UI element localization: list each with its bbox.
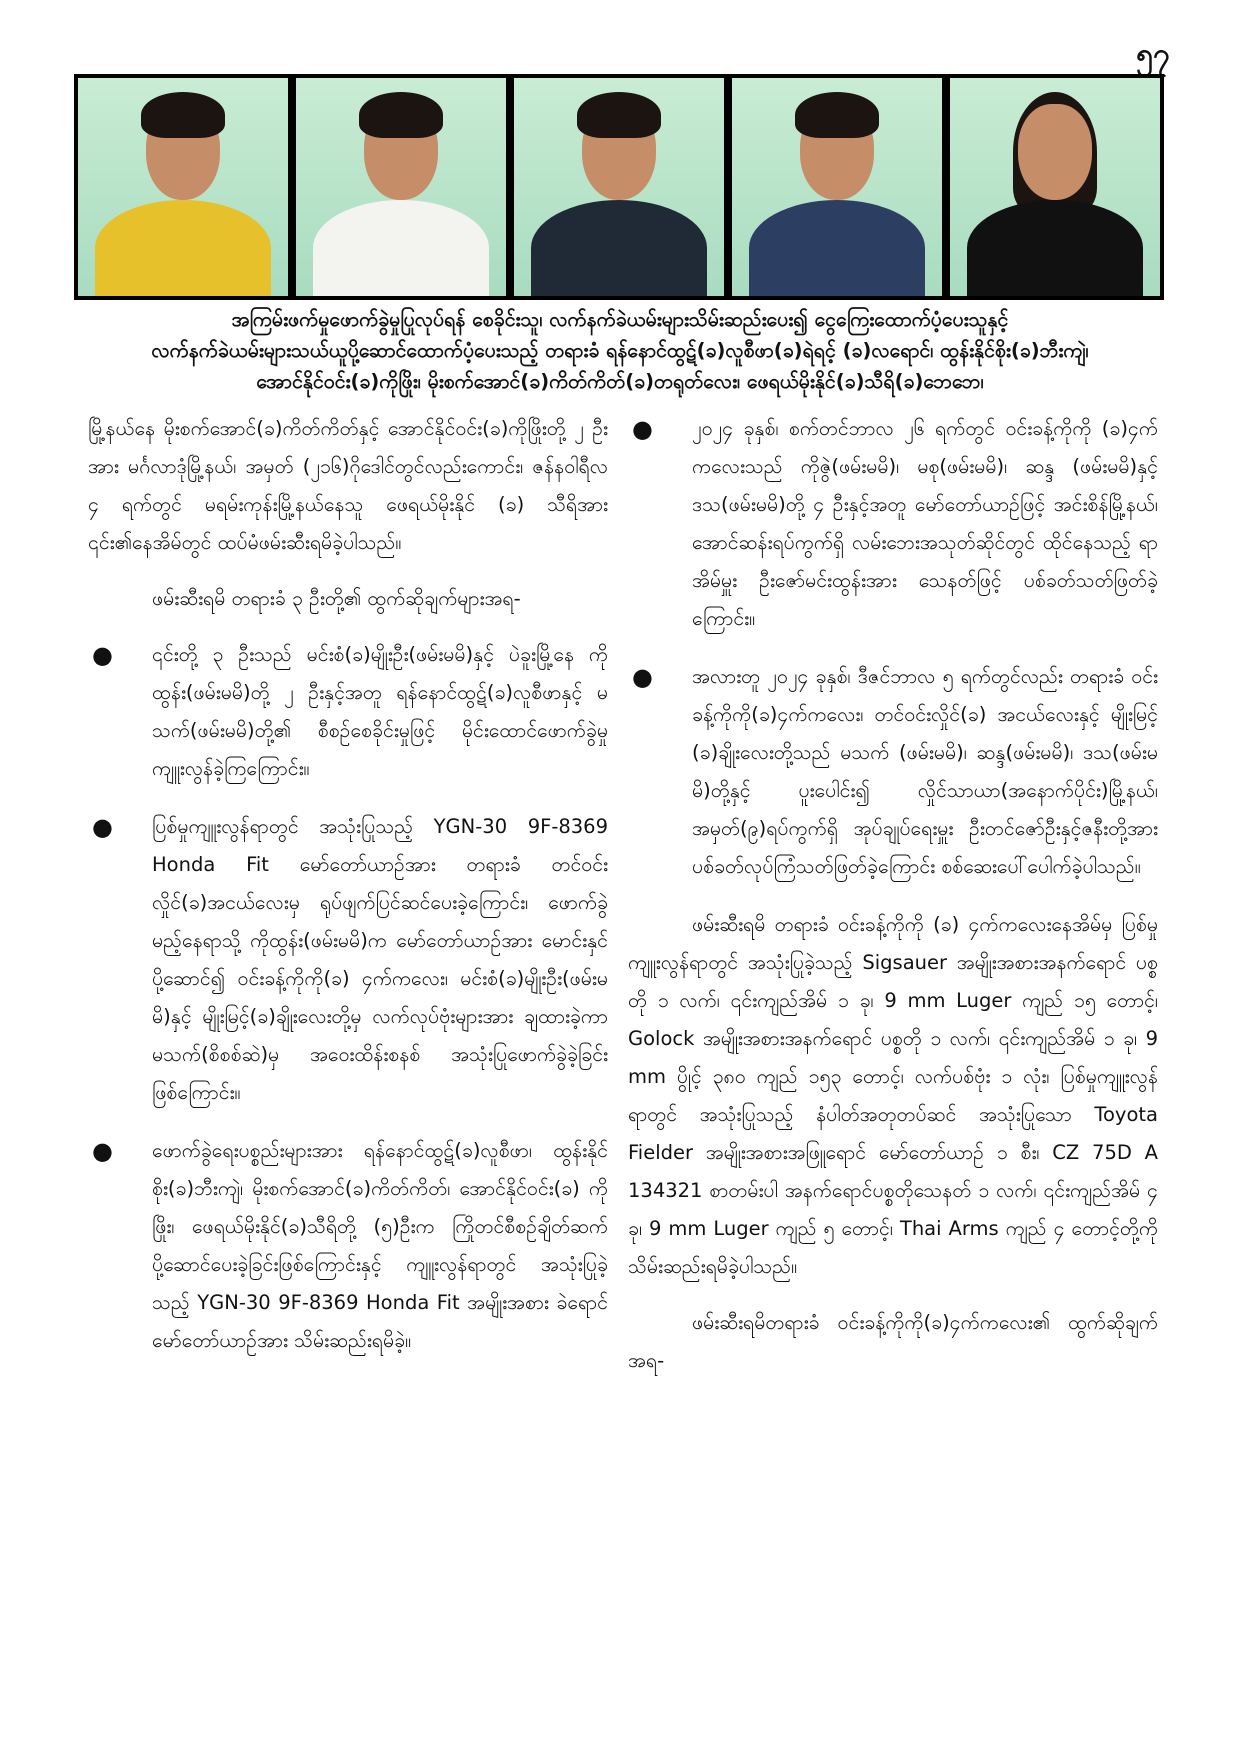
bullet-text: ၂၀၂၄ ခုနှစ်၊ စက်တင်ဘာလ ၂၆ ရက်တွင် ဝင်းခန့်ကိုကို (ခ)၄က်ကလေးသည် ကိုဇွဲ(ဖမ်းမမိ)၊ မစု(ဖမ်းမမိ)၊ ဆန္ဒ (ဖမ်းမမိ)နှင့် ဒသ(ဖမ်းမမိ)တို့ ၄ ဦးနှင့်အတူ မော်တော်ယာဉ်ဖြင့် အင်းစိန်မြို့နယ်၊ အောင်ဆန်းရပ်ကွက်ရှိ လမ်းဘေးအသုတ်ဆိုင်တွင် ထိုင်နေသည့် ရာအိမ်မှူး ဦးဇော်မင်းထွန်းအား သေနတ်ဖြင့် ပစ်ခတ်သတ်ဖြတ်ခဲ့ကြောင်း။ (692, 417, 1158, 630)
bullet-text: ဖောက်ခွဲရေးပစ္စည်းများအား ရန်နောင်ထွဋ်(ခ)လူစီဖာ၊ ထွန်းနိုင်စိုး(ခ)ဘီးကျဲ၊ မိုးစက်အောင်(ခ)ကိတ်ကိတ်၊ အောင်နိုင်ဝင်း(ခ) ကိုဖြိုး၊ ဖေရယ်မိုးနိုင်(ခ)သီရိတို့ (၅)ဦးက ကြိုတင်စီစဉ်ချိတ်ဆက်ပို့ဆောင်ပေးခဲ့ခြင်းဖြစ်ကြောင်းနှင့် ကျူးလွန်ရာတွင် အသုံးပြုခဲ့သည့် YGN-30 9F-8369 Honda Fit အမျိုးအစား ခဲရောင်မော်တော်ယာဉ်အား သိမ်းဆည်းရမိခဲ့။ (152, 1139, 608, 1352)
suspect-photo-4 (732, 78, 942, 296)
photo-caption (70, 304, 1170, 397)
bullet-item (628, 410, 1158, 638)
intro-paragraph: မြို့နယ်နေ မိုးစက်အောင်(ခ)ကိတ်ကိတ်နှင့် အောင်နိုင်ဝင်း(ခ)ကိုဖြိုးတို့ ၂ ဦးအား မင်္ဂလာဒုံမြို့နယ်၊ အမှတ် (၂၁၆)ဂိုဒေါင်တွင်လည်းကောင်း၊ ဇန်နဝါရီလ ၄ ရက်တွင် မရမ်းကုန်းမြို့နယ်နေသူ ဖေရယ်မိုးနိုင် (ခ) သီရိအား ၎င်း၏နေအိမ်တွင် ထပ်မံဖမ်းဆီးရမိခဲ့ပါသည်။ (88, 417, 608, 554)
caption-line: အကြမ်းဖက်မှုဖောက်ခွဲမှုပြုလုပ်ရန် စေခိုင်းသူ၊ လက်နက်ခဲယမ်းများသိမ်းဆည်းပေး၍ ငွေကြေးထောက်ပံ့ပေးသူနှင့် (231, 308, 1009, 331)
caption-line: အောင်နိုင်ဝင်း(ခ)ကိုဖြိုး၊ မိုးစက်အောင်(ခ)ကိတ်ကိတ်(ခ)တရုတ်လေး၊ ဖေရယ်မိုးနိုင်(ခ)သီရိ(ခ)ဘေဘေ၊ (256, 370, 984, 393)
suspect-photo-1 (78, 78, 288, 296)
bullet-icon: ● (92, 1137, 113, 1165)
statement-heading: ဖမ်းဆီးရမိတရားခံ ဝင်းခန့်ကိုကို(ခ)၄က်ကလေး၏ ထွက်ဆိုချက်အရ- (628, 1311, 1158, 1372)
right-column (628, 410, 1158, 1398)
suspect-photo-3 (514, 78, 724, 296)
suspect-photo-2 (296, 78, 506, 296)
bullet-text: ၎င်းတို့ ၃ ဦးသည် မင်းစံ(ခ)မျိုးဦး(ဖမ်းမမိ)နှင့် ပဲခူးမြို့နေ ကိုထွန်း(ဖမ်းမမိ)တို့ ၂ ဦးနှင့်အတူ ရန်နောင်ထွဋ်(ခ)လူစီဖာနှင့် မသက်(ဖမ်းမမိ)တို့၏ စီစဉ်စေခိုင်းမှုဖြင့် မိုင်းထောင်ဖောက်ခွဲမှုကျူးလွန်ခဲ့ကြကြောင်း။ (152, 643, 608, 780)
caption-line: လက်နက်ခဲယမ်းများသယ်ယူပို့ဆောင်ထောက်ပံ့ပေးသည့် တရားခံ ရန်နောင်ထွဋ်(ခ)လူစီဖာ(ခ)ရဲရင့် (ခ)လရောင်၊ ထွန်းနိုင်စိုး(ခ)ဘီးကျဲ၊ (151, 339, 1089, 362)
suspect-photo-strip (74, 74, 1164, 300)
section-heading: ဖမ်းဆီးရမိ တရားခံ ၃ ဦးတို့၏ ထွက်ဆိုချက်များအရ- (152, 587, 521, 610)
bullet-item (88, 1132, 608, 1360)
bullet-item (88, 808, 608, 1112)
bullet-icon: ● (632, 663, 653, 691)
seized-items-paragraph: ဖမ်းဆီးရမိ တရားခံ ဝင်းခန့်ကိုကို (ခ) ၄က်ကလေးနေအိမ်မှ ပြစ်မှုကျူးလွန်ရာတွင် အသုံးပြုခဲ့သည့် Sigsauer အမျိုးအစားအနက်ရောင် ပစ္စတို ၁ လက်၊ ၎င်းကျည်အိမ် ၁ ခု၊ 9 mm Luger ကျည် ၁၅ တောင့်၊ Golock အမျိုးအစားအနက်ရောင် ပစ္စတို ၁ လက်၊ ၎င်းကျည်အိမ် ၁ ခု၊ 9 mm ပွိုင့် ၃၈၀ ကျည် ၁၅၃ တောင့်၊ လက်ပစ်ဗုံး ၁ လုံး၊ ပြစ်မှုကျူးလွန်ရာတွင် အသုံးပြုသည့် နံပါတ်အတုတပ်ဆင် အသုံးပြုသော Toyota Fielder အမျိုးအစားအဖြူရောင် မော်တော်ယာဉ် ၁ စီး၊ CZ 75D A 134321 စာတမ်းပါ အနက်ရောင်ပစ္စတိုသေနတ် ၁ လက်၊ ၎င်းကျည်အိမ် ၄ ခု၊ 9 mm Luger ကျည် ၅ တောင့်၊ Thai Arms ကျည် ၄ တောင့်တို့ကို သိမ်းဆည်းရမိခဲ့ပါသည်။ (628, 913, 1158, 1278)
bullet-icon: ● (632, 415, 653, 443)
left-column (88, 410, 608, 1380)
bullet-text: အလားတူ ၂၀၂၄ ခုနှစ်၊ ဒီဇင်ဘာလ ၅ ရက်တွင်လည်း တရားခံ ဝင်းခန့်ကိုကို(ခ)၄က်ကလေး၊ တင်ဝင်းလှိုင်(ခ) အငယ်လေးနှင့် မျိုးမြင့် (ခ)ချိုးလေးတို့သည် မသက် (ဖမ်းမမိ)၊ ဆန္ဒ(ဖမ်းမမိ)၊ ဒသ(ဖမ်းမမိ)တို့နှင့် ပူးပေါင်း၍ လှိုင်သာယာ(အနောက်ပိုင်း)မြို့နယ်၊ အမှတ်(၉)ရပ်ကွက်ရှိ အုပ်ချုပ်ရေးမှူး ဦးတင်ဇော်ဦးနှင့်ဇနီးတို့အား ပစ်ခတ်လုပ်ကြံသတ်ဖြတ်ခဲ့ကြောင်း စစ်ဆေးပေါ်ပေါက်ခဲ့ပါသည်။ (692, 665, 1158, 878)
bullet-item (628, 658, 1158, 886)
bullet-icon: ● (92, 641, 113, 669)
page-number: ၅၇ (1136, 37, 1170, 72)
bullet-text: ပြစ်မှုကျူးလွန်ရာတွင် အသုံးပြုသည့် YGN-30 9F-8369 Honda Fit မော်တော်ယာဉ်အား တရားခံ တင်ဝင်းလှိုင်(ခ)အငယ်လေးမှ ရုပ်ဖျက်ပြင်ဆင်ပေးခဲ့ကြောင်း၊ ဖောက်ခွဲမည့်နေရာသို့ ကိုထွန်း(ဖမ်းမမိ)က မော်တော်ယာဉ်အား မောင်းနှင်ပို့ဆောင်၍ ဝင်းခန့်ကိုကို(ခ) ၄က်ကလေး၊ မင်းစံ(ခ)မျိုးဦး(ဖမ်းမမိ)နှင့် မျိုးမြင့်(ခ)ချိုးလေးတို့မှ လက်လုပ်ဗုံးများအား ချထားခဲ့ကာ မသက်(စိစစ်ဆဲ)မှ အဝေးထိန်းစနစ် အသုံးပြုဖောက်ခွဲခဲ့ခြင်းဖြစ်ကြောင်း။ (152, 815, 608, 1104)
bullet-item (88, 636, 608, 788)
bullet-icon: ● (92, 813, 113, 841)
suspect-photo-5 (950, 78, 1160, 296)
